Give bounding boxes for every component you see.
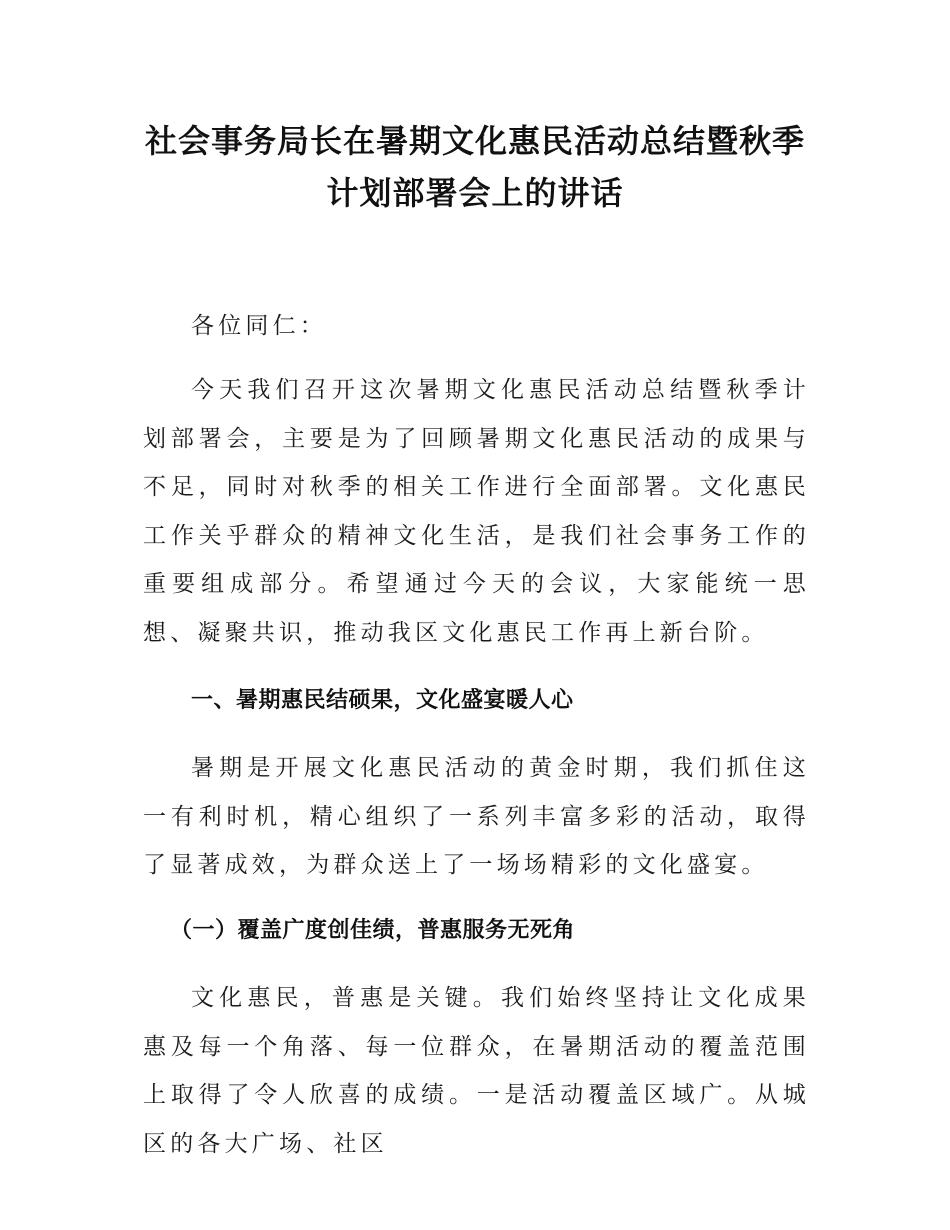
greeting: 各位同仁： [191, 313, 327, 339]
subsection-heading-1-1: （一）覆盖广度创佳绩，普惠服务无死角 [170, 918, 576, 943]
summer-paragraph: 暑期是开展文化惠民活动的黄金时期，我们抓住这一有利时机，精心组织了一系列丰富多彩的活动，取得了显著成效，为群众送上了一场场精彩的文化盛宴。 [143, 755, 810, 878]
intro-paragraph: 今天我们召开这次暑期文化惠民活动总结暨秋季计划部署会，主要是为了回顾暑期文化惠民活动的成果与不足，同时对秋季的相关工作进行全面部署。文化惠民工作关乎群众的精神文化生活，是我们社会事务工作的重要组成部分。希望通过今天的会议，大家能统一思想、凝聚共识，推动我区文化惠民工作再上新台阶。 [143, 377, 810, 646]
document-title: 社会事务局长在暑期文化惠民活动总结暨秋季计划部署会上的讲话 [144, 122, 805, 212]
section-heading-1: 一、暑期惠民结硕果，文化盛宴暖人心 [191, 688, 574, 713]
coverage-paragraph: 文化惠民，普惠是关键。我们始终坚持让文化成果惠及每一个角落、每一位群众，在暑期活动的覆盖范围上取得了令人欣喜的成绩。一是活动覆盖区域广。从城区的各大广场、社区 [143, 985, 810, 1157]
